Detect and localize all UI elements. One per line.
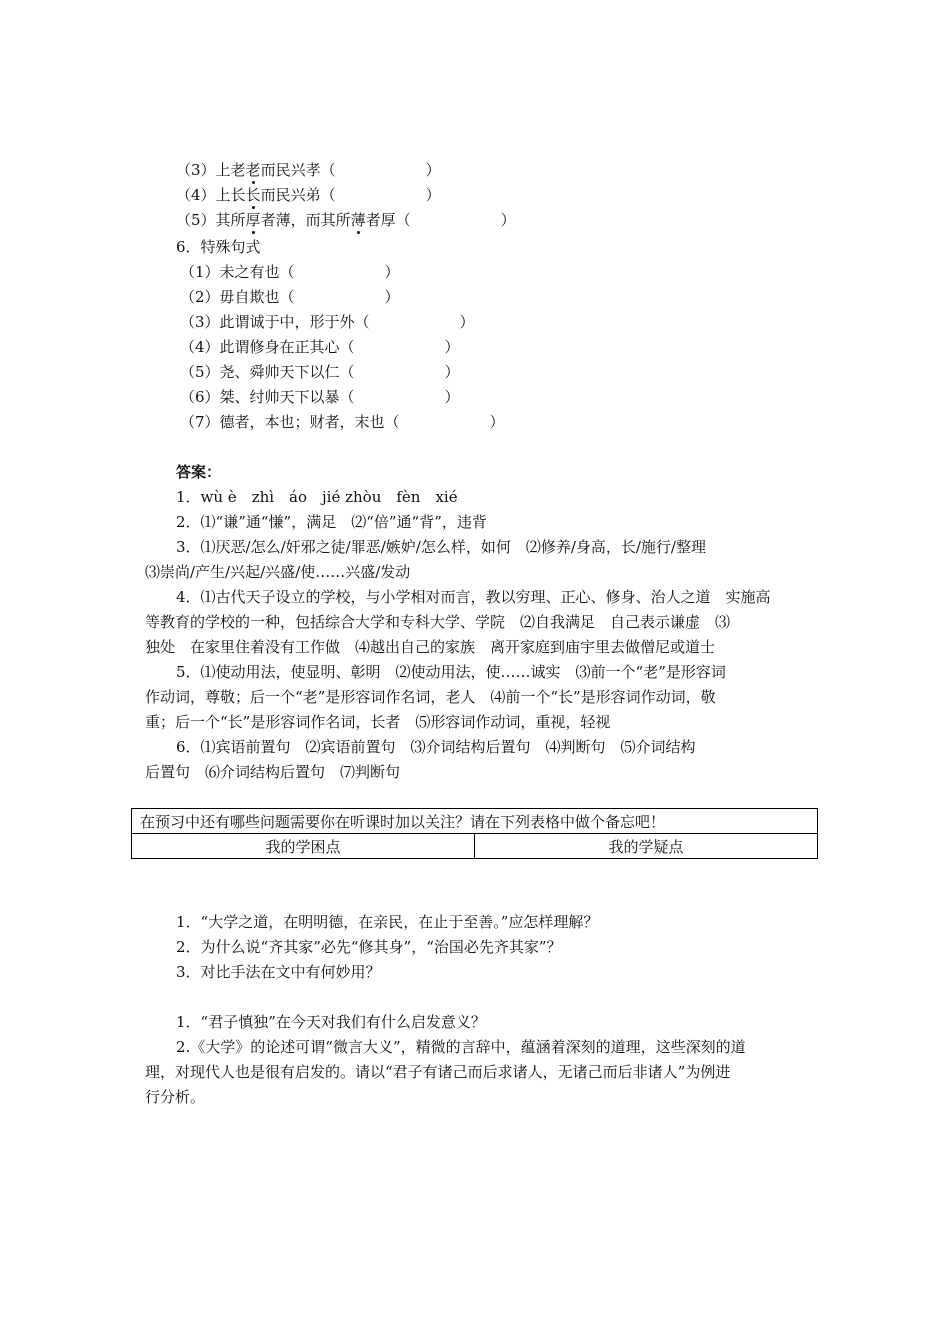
extension-question: 行分析。 (145, 1088, 206, 1106)
memo-prompt-row (132, 809, 818, 834)
item-text: 者厚（ ） (365, 211, 516, 229)
answer-line: 等教育的学校的一种，包括综合大学和专科大学、学院 ⑵自我满足 自己表示谦虚 ⑶ (145, 613, 731, 631)
answer-line: 1．wù è zhì áo jié zhòu fèn xié (176, 488, 458, 506)
answer-line: 5．⑴使动用法，使显明、彰明 ⑵使动用法，使……诚实 ⑶前一个“老”是形容词 (176, 663, 726, 681)
item-text: （3）上老 (176, 161, 246, 179)
syntax-item: （3）此谓诚于中，形于外（ ） (180, 313, 475, 331)
extension-question: 理，对现代人也是很有启发的。请以“君子有诸己而后求诸人，无诸己而后非诸人”为例进 (145, 1063, 731, 1081)
item-text: （4）上长 (176, 186, 246, 204)
answer-line: 2．⑴“谦”通“慊”，满足 ⑵“倍”通“背”，违背 (176, 513, 487, 531)
answer-line: 3．⑴厌恶/怎么/奸邪之徒/罪恶/嫉妒/怎么样，如何 ⑵修养/身高，长/施行/整理 (176, 538, 706, 556)
emphasis-dot: 厚 (245, 211, 261, 229)
emphasis-dot: 长 (245, 186, 261, 204)
discussion-question: 3．对比手法在文中有何妙用？ (176, 963, 381, 981)
emphasis-dot: 薄 (350, 211, 366, 229)
syntax-item: （2）毋自欺也（ ） (180, 288, 400, 306)
memo-header-row (132, 834, 818, 859)
emphasis-dot: 老 (245, 161, 261, 179)
special-syntax-heading: 6．特殊句式 (176, 238, 261, 256)
answer-line: 独处 在家里住着没有工作做 ⑷越出自己的家族 离开家庭到庙宇里去做僧尼或道士 (145, 638, 716, 656)
discussion-question: 1．“大学之道，在明明德，在亲民，在止于至善。”应怎样理解？ (176, 913, 599, 931)
exercise-item-3 (176, 159, 441, 181)
answers-heading: 答案： (176, 463, 222, 481)
col-doubts: 我的学疑点 (475, 834, 818, 859)
answer-line: 4．⑴古代天子设立的学校，与小学相对而言，教以穷理、正心、修身、治人之道 实施高 (176, 588, 771, 606)
exercise-item-5 (176, 209, 516, 231)
answer-line: ⑶崇尚/产生/兴起/兴盛/使……兴盛/发动 (145, 563, 411, 581)
syntax-item: （6）桀、纣帅天下以暴（ ） (180, 388, 460, 406)
answer-line: 6．⑴宾语前置句 ⑵宾语前置句 ⑶介词结构后置句 ⑷判断句 ⑸介词结构 (176, 738, 696, 756)
exercise-item-4 (176, 184, 441, 206)
item-text: （5）其所 (176, 211, 246, 229)
memo-prompt: 在预习中还有哪些问题需要你在听课时加以关注？请在下列表格中做个备忘吧！ (132, 809, 818, 834)
item-text: 而民兴孝（ ） (260, 161, 441, 179)
syntax-item: （4）此谓修身在正其心（ ） (180, 338, 460, 356)
extension-question: 1．“君子慎独”在今天对我们有什么启发意义？ (176, 1013, 486, 1031)
item-text: 而民兴弟（ ） (260, 186, 441, 204)
discussion-question: 2．为什么说“齐其家”必先“修其身”，“治国必先齐其家”？ (176, 938, 562, 956)
syntax-item: （1）未之有也（ ） (180, 263, 400, 281)
col-difficulties: 我的学困点 (132, 834, 475, 859)
item-text: 者薄，而其所 (260, 211, 351, 229)
answer-line: 作动词，尊敬；后一个“老”是形容词作名词，老人 ⑷前一个“长”是形容词作动词，敬 (145, 688, 716, 706)
memo-table (131, 808, 818, 859)
extension-question: 2.《大学》的论述可谓“微言大义”，精微的言辞中，蕴涵着深刻的道理，这些深刻的道 (176, 1038, 746, 1056)
answer-line: 后置句 ⑹介词结构后置句 ⑺判断句 (145, 763, 401, 781)
syntax-item: （5）尧、舜帅天下以仁（ ） (180, 363, 460, 381)
syntax-item: （7）德者，本也；财者，末也（ ） (180, 413, 505, 431)
answer-line: 重；后一个“长”是形容词作名词，长者 ⑸形容词作动词，重视，轻视 (145, 713, 611, 731)
